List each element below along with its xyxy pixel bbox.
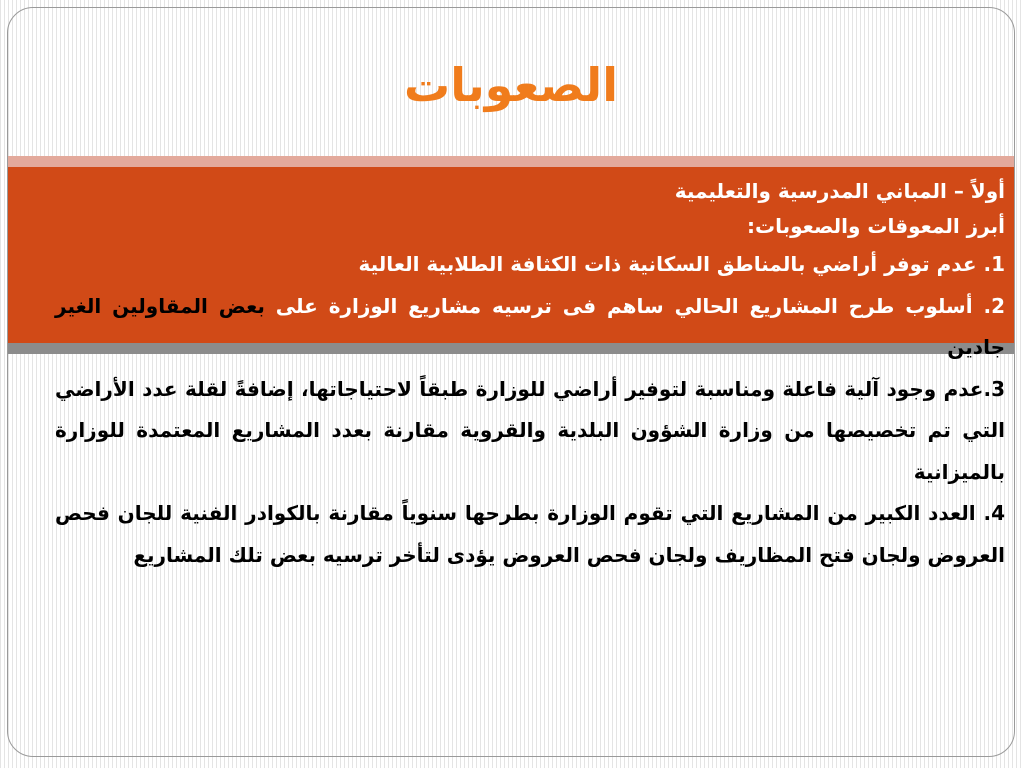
list-item-3-text: عدم وجود آلية فاعلة ومناسبة لتوفير أراضي للوزارة طبقاً لاحتياجاتها، إضافةً لقلة عدد الأراضي التي تم تخصيصها من وزارة الشؤون البلدية والقروية مقارنة بعدد المشاريع المعتمدة للوزارة بالميزانية — [55, 376, 1005, 484]
subheading: أبرز المعوقات والصعوبات: — [747, 214, 1005, 238]
slide-title: الصعوبات — [404, 58, 618, 112]
list-item-4 — [55, 493, 1005, 576]
list-item-2-text-below-band: بعض المقاولين الغير جادين — [55, 293, 1005, 359]
list-item-1 — [55, 244, 1005, 286]
accent-band-top — [8, 156, 1014, 167]
list-item-2-text-on-band: أسلوب طرح المشاريع الحالي ساهم فى ترسيه مشاريع الوزارة على — [264, 293, 973, 318]
section-heading: أولاً – المباني المدرسية والتعليمية — [674, 179, 1005, 203]
list-item-2-text — [55, 294, 1005, 360]
list-item-3 — [55, 369, 1005, 494]
list-item-4-number: 4. — [983, 501, 1005, 525]
list-item-3-number: 3. — [983, 376, 1005, 401]
list-item-1-text: عدم توفر أراضي بالمناطق السكانية ذات الكثافة الطلابية العالية — [358, 252, 977, 276]
list-item-4-text: العدد الكبير من المشاريع التي تقوم الوزارة بطرحها سنوياً مقارنة بالكوادر الفنية للجان فحص العروض ولجان فتح المظاريف ولجان فحص العروض يؤدى لتأخر ترسيه بعض تلك المشاريع — [55, 501, 1005, 567]
slide-body — [55, 174, 1005, 576]
list-item-2 — [55, 286, 1005, 369]
list-item-2-number: 2. — [983, 293, 1006, 318]
list-item-1-number: 1. — [983, 252, 1005, 276]
